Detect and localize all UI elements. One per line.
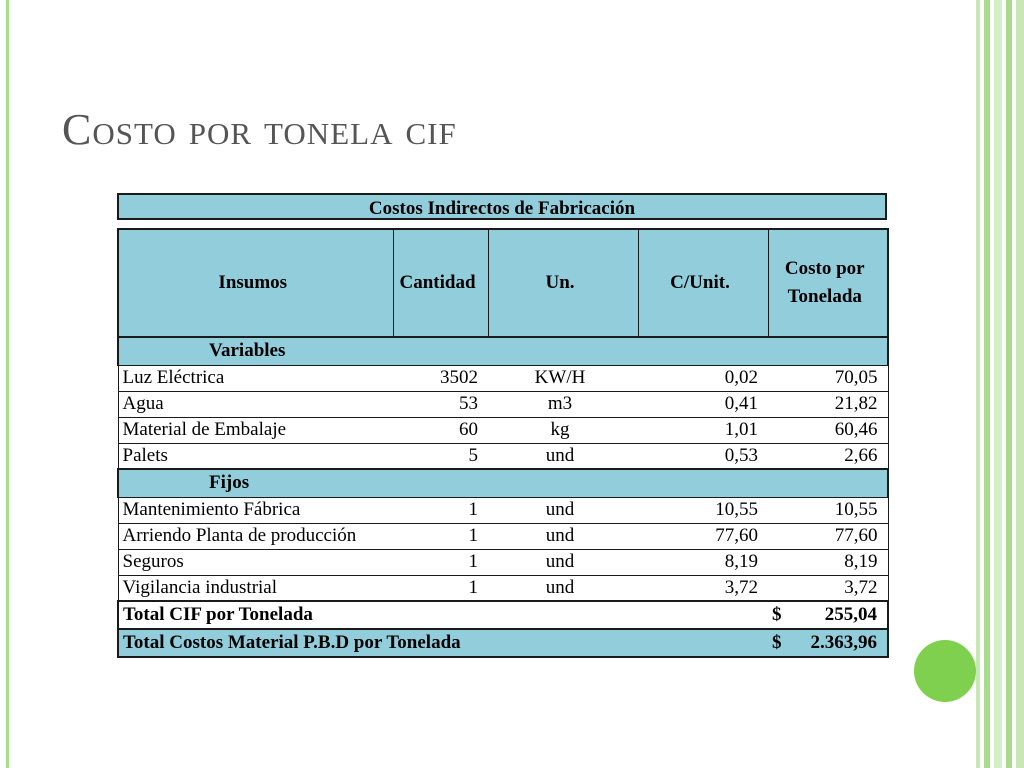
cell-cantidad: 60 — [393, 417, 488, 443]
header-insumos: Insumos — [118, 229, 393, 337]
cell-cantidad: 5 — [393, 443, 488, 469]
cell-costo-unitario: 0,41 — [638, 391, 768, 417]
cell-unidad: kg — [488, 417, 638, 443]
cell-cantidad: 1 — [393, 497, 488, 523]
cell-costo-unitario: 3,72 — [638, 575, 768, 601]
cell-costo-tonelada: 70,05 — [768, 365, 888, 391]
cell-costo-tonelada: 60,46 — [768, 417, 888, 443]
table-row — [118, 549, 888, 575]
currency-symbol: $ — [772, 632, 782, 653]
cell-insumo: Luz Eléctrica — [118, 365, 393, 391]
green-circle-decoration — [914, 640, 976, 702]
cif-table — [117, 193, 887, 658]
cell-cantidad: 3502 — [393, 365, 488, 391]
cell-costo-tonelada: 2,66 — [768, 443, 888, 469]
left-border-decoration — [0, 0, 12, 768]
cell-costo-tonelada: 21,82 — [768, 391, 888, 417]
cell-unidad: und — [488, 523, 638, 549]
cell-costo-tonelada: 3,72 — [768, 575, 888, 601]
header-cantidad: Cantidad — [393, 229, 488, 337]
section-row — [118, 469, 888, 497]
section-row — [118, 337, 888, 365]
cell-costo-unitario: 8,19 — [638, 549, 768, 575]
total-money — [772, 604, 877, 626]
cell-unidad: und — [488, 497, 638, 523]
cell-insumo: Palets — [118, 443, 393, 469]
cell-cantidad: 1 — [393, 575, 488, 601]
cell-costo-unitario: 10,55 — [638, 497, 768, 523]
cell-cantidad: 1 — [393, 549, 488, 575]
cell-unidad: m3 — [488, 391, 638, 417]
total-value-cell — [768, 601, 888, 629]
cell-costo-unitario: 1,01 — [638, 417, 768, 443]
cell-cantidad: 53 — [393, 391, 488, 417]
table-row — [118, 417, 888, 443]
header-cunit: C/Unit. — [638, 229, 768, 337]
total-row — [118, 601, 888, 629]
total-amount: 2.363,96 — [810, 632, 877, 653]
header-un: Un. — [488, 229, 638, 337]
total-row — [118, 629, 888, 657]
total-label: Total CIF por Tonelada — [118, 601, 768, 629]
total-value-cell — [768, 629, 888, 657]
cell-insumo: Material de Embalaje — [118, 417, 393, 443]
cell-costo-tonelada: 10,55 — [768, 497, 888, 523]
table-row — [118, 365, 888, 391]
cell-insumo: Seguros — [118, 549, 393, 575]
total-amount: 255,04 — [824, 604, 877, 625]
header-costo-por-tonelada — [768, 229, 888, 337]
cell-unidad: und — [488, 549, 638, 575]
cell-costo-unitario: 0,02 — [638, 365, 768, 391]
cell-costo-tonelada: 77,60 — [768, 523, 888, 549]
cell-unidad: und — [488, 575, 638, 601]
cell-unidad: und — [488, 443, 638, 469]
table-row — [118, 391, 888, 417]
total-label: Total Costos Material P.B.D por Tonelada — [118, 629, 768, 657]
table-caption: Costos Indirectos de Fabricación — [117, 193, 887, 220]
total-money — [772, 632, 877, 654]
cell-unidad: KW/H — [488, 365, 638, 391]
cell-insumo: Vigilancia industrial — [118, 575, 393, 601]
cell-costo-unitario: 0,53 — [638, 443, 768, 469]
header-costo-text: Costo por Tonelada — [784, 258, 865, 307]
section-label: Fijos — [118, 469, 888, 497]
cell-insumo: Arriendo Planta de producción — [118, 523, 393, 549]
section-label: Variables — [118, 337, 888, 365]
cell-costo-unitario: 77,60 — [638, 523, 768, 549]
cell-cantidad: 1 — [393, 523, 488, 549]
cell-insumo: Agua — [118, 391, 393, 417]
cell-insumo: Mantenimiento Fábrica — [118, 497, 393, 523]
header-row — [118, 229, 888, 337]
right-stripe-decoration — [974, 0, 1024, 768]
cost-table — [117, 228, 889, 658]
table-row — [118, 523, 888, 549]
table-row — [118, 443, 888, 469]
table-row — [118, 497, 888, 523]
currency-symbol: $ — [772, 604, 782, 625]
cell-costo-tonelada: 8,19 — [768, 549, 888, 575]
slide-title: Costo por tonela cif — [62, 105, 457, 154]
table-row — [118, 575, 888, 601]
